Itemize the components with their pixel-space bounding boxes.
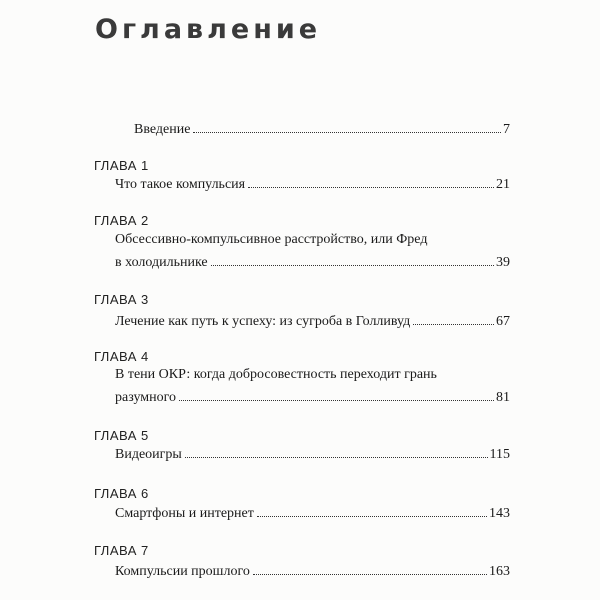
chapter-label-2: ГЛАВА 2 bbox=[94, 213, 149, 228]
entry-title: в холодильнике bbox=[115, 255, 208, 270]
dot-leader bbox=[211, 265, 494, 266]
page-number: 143 bbox=[489, 506, 510, 521]
toc-entry-chapter-2 bbox=[115, 228, 510, 274]
chapter-label-1: ГЛАВА 1 bbox=[94, 158, 149, 173]
entry-title: Введение bbox=[134, 122, 191, 137]
entry-title: разумного bbox=[115, 390, 177, 405]
chapter-label-3: ГЛАВА 3 bbox=[94, 292, 149, 307]
entry-title-line: Обсессивно-компульсивное расстройство, или Фред bbox=[115, 232, 428, 247]
toc-title: Оглавление bbox=[95, 14, 322, 45]
page-number: 21 bbox=[496, 177, 510, 192]
toc-entry-chapter-5 bbox=[115, 443, 510, 466]
toc-entry-chapter-4 bbox=[115, 363, 510, 409]
dot-leader bbox=[179, 400, 494, 401]
toc-entry-chapter-6 bbox=[115, 502, 510, 525]
entry-title: Лечение как путь к успеху: из сугроба в Голливуд bbox=[115, 314, 411, 329]
entry-title: Видеоигры bbox=[115, 447, 182, 462]
page-number: 115 bbox=[489, 447, 510, 462]
dot-leader bbox=[248, 187, 494, 188]
dot-leader bbox=[413, 324, 494, 325]
page-number: 81 bbox=[496, 390, 510, 405]
dot-leader bbox=[257, 516, 487, 517]
toc-entry-chapter-7 bbox=[115, 560, 510, 583]
dot-leader bbox=[193, 132, 501, 133]
page-number: 39 bbox=[496, 255, 510, 270]
entry-title: Компульсии прошлого bbox=[115, 564, 250, 579]
toc-entry-intro bbox=[134, 118, 510, 141]
chapter-label-6: ГЛАВА 6 bbox=[94, 486, 149, 501]
toc-entry-chapter-1 bbox=[115, 173, 510, 196]
page-number: 67 bbox=[496, 314, 510, 329]
toc-entry-chapter-3 bbox=[115, 310, 510, 333]
dot-leader bbox=[253, 574, 487, 575]
entry-title: Смартфоны и интернет bbox=[115, 506, 254, 521]
chapter-label-7: ГЛАВА 7 bbox=[94, 543, 149, 558]
chapter-label-5: ГЛАВА 5 bbox=[94, 428, 149, 443]
entry-title-line: В тени ОКР: когда добросовестность переходит грань bbox=[115, 367, 437, 382]
entry-title: Что такое компульсия bbox=[115, 177, 246, 192]
page-number: 163 bbox=[489, 564, 510, 579]
chapter-label-4: ГЛАВА 4 bbox=[94, 349, 149, 364]
page-number: 7 bbox=[503, 122, 510, 137]
dot-leader bbox=[185, 457, 488, 458]
